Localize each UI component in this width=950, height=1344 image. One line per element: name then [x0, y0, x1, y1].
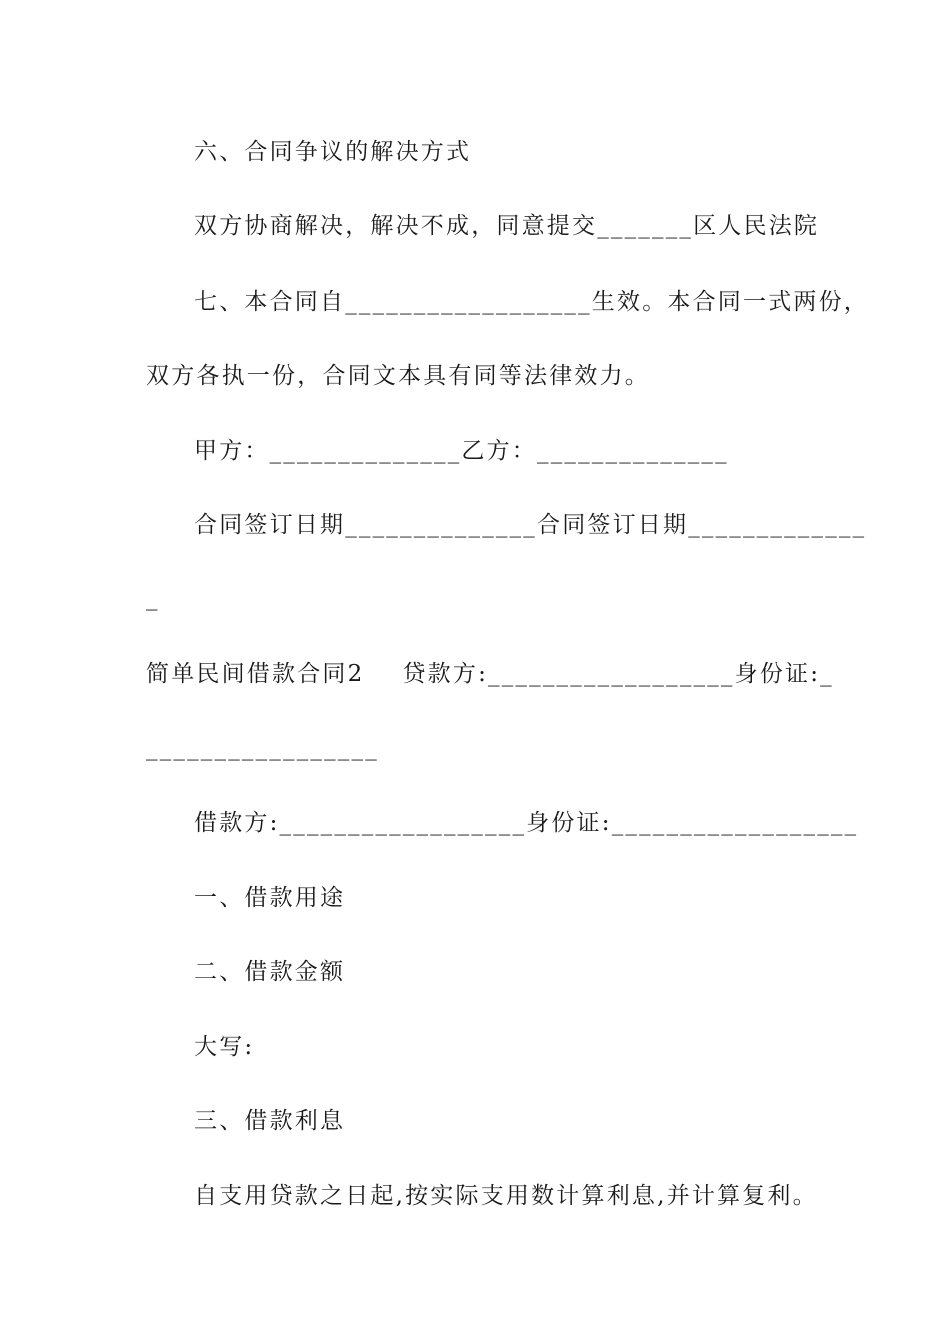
- section-6-heading: 六、合同争议的解决方式: [194, 139, 472, 165]
- section-7-continuation: 双方各执一份，合同文本具有同等法律效力。: [146, 363, 650, 389]
- section-1-heading: 一、借款用途: [194, 885, 346, 911]
- id-number-continuation: _________________: [146, 735, 379, 761]
- contract-2-title-line: 简单民间借款合同2 贷款方:__________________身份证:_: [146, 661, 834, 687]
- section-3-heading: 三、借款利息: [194, 1108, 346, 1134]
- signing-date-continuation: _: [146, 585, 160, 611]
- signing-date-line: 合同签订日期______________合同签订日期_____________: [194, 512, 867, 538]
- interest-terms-text: 自支用贷款之日起,按实际支用数计算利息,并计算复利。: [194, 1183, 818, 1209]
- section-7-text: 七、本合同自__________________生效。本合同一式两份，: [194, 289, 869, 315]
- amount-in-words-label: 大写:: [194, 1034, 255, 1060]
- dispute-resolution-text: 双方协商解决，解决不成，同意提交_______区人民法院: [194, 213, 820, 239]
- party-signature-line: 甲方：______________乙方：______________: [194, 438, 729, 464]
- borrower-line: 借款方:__________________身份证:__________________: [194, 810, 859, 836]
- section-2-heading: 二、借款金额: [194, 959, 346, 985]
